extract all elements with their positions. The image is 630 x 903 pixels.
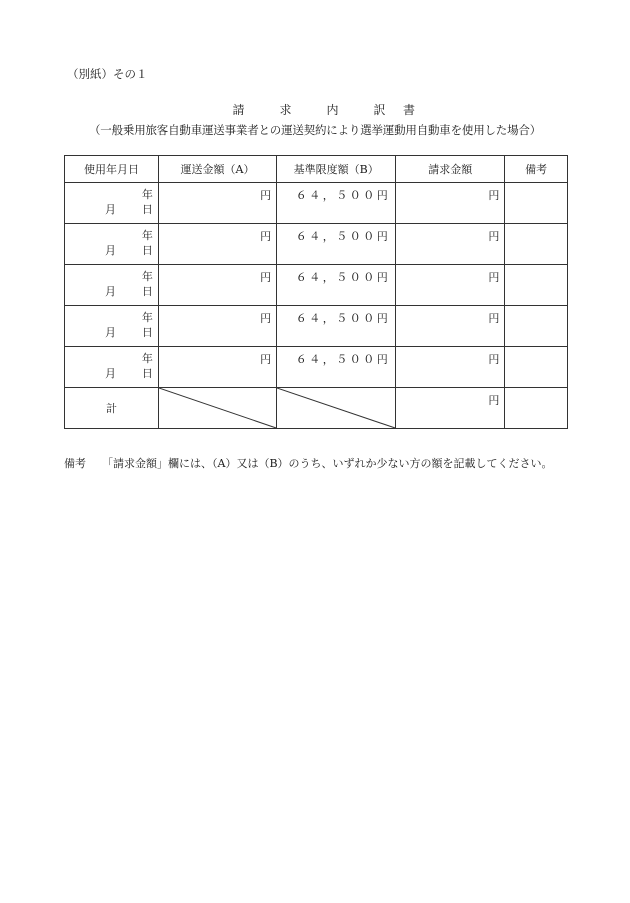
year-label: 年 [141, 311, 153, 324]
transport-amount-cell[interactable] [158, 265, 276, 306]
remarks-note [64, 455, 553, 471]
yen-unit: 円 [260, 271, 272, 284]
total-row [65, 388, 568, 429]
day-label: 日 [141, 326, 153, 339]
yen-unit: 円 [260, 189, 272, 202]
claim-amount-cell[interactable] [396, 306, 505, 347]
document-title [0, 101, 630, 118]
month-label: 月 [105, 244, 116, 257]
yen-unit: 円 [260, 353, 272, 366]
diagonal-line [277, 388, 395, 428]
claim-amount-cell[interactable] [396, 224, 505, 265]
limit-amount-cell [277, 265, 396, 306]
table-row [65, 347, 568, 388]
yen-unit: 円 [488, 189, 500, 202]
month-label: 月 [105, 203, 116, 216]
table-row [65, 265, 568, 306]
header-remarks: 備考 [505, 156, 568, 183]
yen-unit: 円 [488, 353, 500, 366]
diagonal-line [159, 388, 276, 428]
title-char: 請 [232, 103, 245, 117]
transport-amount-cell[interactable] [158, 347, 276, 388]
claim-amount-cell[interactable] [396, 265, 505, 306]
day-label: 日 [141, 367, 153, 380]
total-remarks-cell[interactable] [505, 388, 568, 429]
limit-amount-cell [277, 224, 396, 265]
limit-amount-value: ６４，５００円 [295, 230, 391, 243]
note-text: 「請求金額」欄には、（A）又は（B）のうち、いずれか少ない方の額を記載してください。 [102, 457, 553, 470]
limit-amount-cell [277, 347, 396, 388]
month-label: 月 [105, 367, 116, 380]
yen-unit: 円 [260, 312, 272, 325]
total-transport-diagonal-cell [158, 388, 276, 429]
header-transport-amount: 運送金額（A） [158, 156, 276, 183]
year-label: 年 [141, 352, 153, 365]
remarks-cell[interactable] [505, 224, 568, 265]
table-row [65, 306, 568, 347]
remarks-cell[interactable] [505, 183, 568, 224]
title-char: 書 [403, 103, 416, 117]
limit-amount-value: ６４，５００円 [295, 353, 391, 366]
yen-unit: 円 [488, 394, 500, 407]
limit-amount-value: ６４，５００円 [295, 312, 391, 325]
usage-date-cell[interactable] [65, 306, 159, 347]
transport-amount-cell[interactable] [158, 306, 276, 347]
usage-date-cell[interactable] [65, 183, 159, 224]
yen-unit: 円 [488, 271, 500, 284]
limit-amount-value: ６４，５００円 [295, 189, 391, 202]
month-label: 月 [105, 326, 116, 339]
transport-amount-cell[interactable] [158, 183, 276, 224]
year-label: 年 [141, 188, 153, 201]
month-label: 月 [105, 285, 116, 298]
table-row [65, 224, 568, 265]
year-label: 年 [141, 270, 153, 283]
claim-amount-cell[interactable] [396, 347, 505, 388]
header-claim-amount: 請求金額 [396, 156, 505, 183]
document-subtitle: （一般乗用旅客自動車運送事業者との運送契約により選挙運動用自動車を使用した場合） [89, 123, 541, 137]
table-row [65, 183, 568, 224]
table-header-row [65, 156, 568, 183]
header-usage-date: 使用年月日 [65, 156, 159, 183]
year-label: 年 [141, 229, 153, 242]
header-limit-amount: 基準限度額（B） [277, 156, 396, 183]
title-char: 内 [326, 103, 339, 117]
claim-amount-cell[interactable] [396, 183, 505, 224]
day-label: 日 [141, 244, 153, 257]
day-label: 日 [141, 285, 153, 298]
remarks-cell[interactable] [505, 347, 568, 388]
total-limit-diagonal-cell [277, 388, 396, 429]
usage-date-cell[interactable] [65, 224, 159, 265]
note-heading: 備考 [64, 457, 86, 470]
yen-unit: 円 [260, 230, 272, 243]
yen-unit: 円 [488, 230, 500, 243]
remarks-cell[interactable] [505, 265, 568, 306]
limit-amount-value: ６４，５００円 [295, 271, 391, 284]
usage-date-cell[interactable] [65, 347, 159, 388]
day-label: 日 [141, 203, 153, 216]
transport-amount-cell[interactable] [158, 224, 276, 265]
remarks-cell[interactable] [505, 306, 568, 347]
page-label: （別紙）その１ [67, 67, 148, 81]
claim-detail-table [64, 155, 568, 429]
title-char: 訳 [373, 103, 386, 117]
yen-unit: 円 [488, 312, 500, 325]
usage-date-cell[interactable] [65, 265, 159, 306]
limit-amount-cell [277, 183, 396, 224]
total-claim-amount-cell[interactable] [396, 388, 505, 429]
total-label: 計 [65, 388, 159, 429]
limit-amount-cell [277, 306, 396, 347]
title-char: 求 [279, 103, 292, 117]
